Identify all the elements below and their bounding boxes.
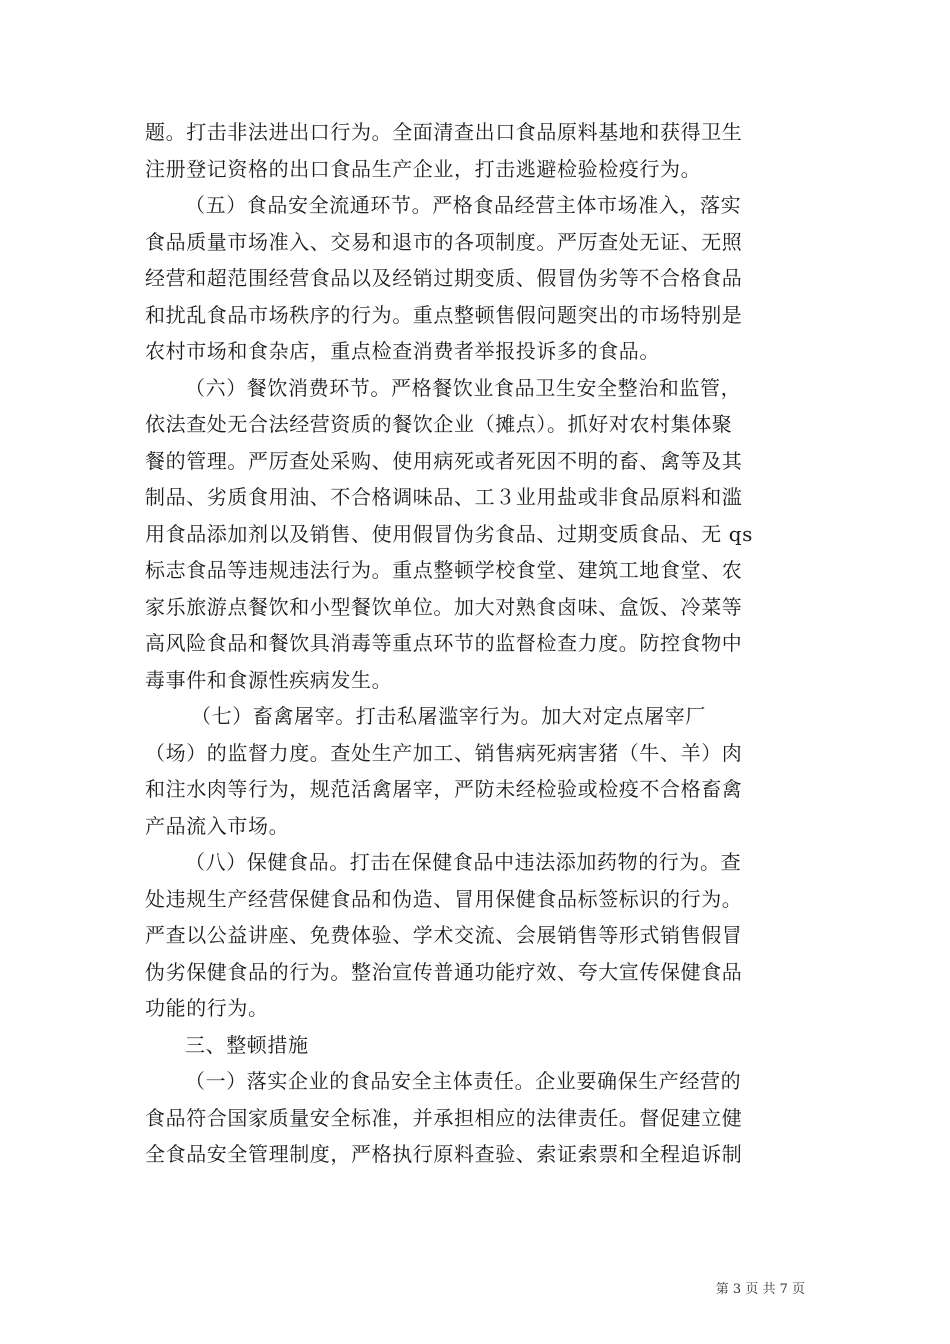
text-line: 食品质量市场准入、交易和退市的各项制度。严厉查处无证、无照 (145, 229, 743, 254)
text-line: 家乐旅游点餐饮和小型餐饮单位。加大对熟食卤味、盒饭、冷菜等 (145, 594, 743, 619)
text-line: 毒事件和食源性疾病发生。 (145, 667, 393, 692)
text-line: 依法查处无合法经营资质的餐饮企业（摊点）。抓好对农村集体聚 (145, 412, 733, 436)
text-line: 和扰乱食品市场秩序的行为。重点整顿售假问题突出的市场特别是 (145, 302, 743, 327)
text-line: 功能的行为。 (145, 996, 269, 1020)
paragraph-start-line: （一）落实企业的食品安全主体责任。企业要确保生产经营的 (185, 1069, 742, 1093)
section-heading: 三、整顿措施 (185, 1032, 309, 1057)
paragraph-start-line: （八）保健食品。打击在保健食品中违法添加药物的行为。查 (185, 850, 742, 874)
text-line: 制品、劣质食用油、不合格调味品、工３业用盐或非食品原料和滥 (145, 485, 743, 509)
paragraph-start-line: （七）畜禽屠宰。打击私屠滥宰行为。加大对定点屠宰厂 (191, 704, 706, 728)
text-line: 食品符合国家质量安全标准，并承担相应的法律责任。督促建立健 (145, 1105, 743, 1130)
text-line: 严查以公益讲座、免费体验、学术交流、会展销售等形式销售假冒 (145, 923, 743, 947)
text-line: 伪劣保健食品的行为。整治宣传普通功能疗效、夸大宣传保健食品 (145, 959, 743, 984)
text-line: （场）的监督力度。查处生产加工、销售病死病害猪（牛、羊）肉 (145, 740, 743, 765)
document-body (145, 114, 809, 1173)
text-line: 和注水肉等行为，规范活禽屠宰，严防未经检验或检疫不合格畜禽 (145, 777, 743, 801)
text-line: 农村市场和食杂店，重点检查消费者举报投诉多的食品。 (145, 339, 660, 363)
text-line: 高风险食品和餐饮具消毒等重点环节的监督检查力度。防控食物中 (145, 631, 743, 655)
text-line: 注册登记资格的出口食品生产企业，打击逃避检验检疫行为。 (145, 156, 702, 181)
text-line: 标志食品等违规违法行为。重点整顿学校食堂、建筑工地食堂、农 (145, 558, 743, 582)
paragraph-start-line: （五）食品安全流通环节。严格食品经营主体市场准入，落实 (185, 193, 742, 217)
text-line: 经营和超范围经营食品以及经销过期变质、假冒伪劣等不合格食品 (145, 266, 743, 290)
paragraph-start-line: （六）餐饮消费环节。严格餐饮业食品卫生安全整治和监管， (185, 375, 742, 400)
text-line: 处违规生产经营保健食品和伪造、冒用保健食品标签标识的行为。 (145, 886, 743, 911)
page-number-footer: 第 3 页 共 7 页 (715, 1282, 805, 1297)
text-line: 全食品安全管理制度，严格执行原料查验、索证索票和全程追诉制 (145, 1142, 743, 1166)
text-line: 题。打击非法进出口行为。全面清查出口食品原料基地和获得卫生 (145, 120, 743, 144)
text-line: 餐的管理。严厉查处采购、使用病死或者死因不明的畜、禽等及其 (145, 448, 743, 473)
text-line: 用食品添加剂以及销售、使用假冒伪劣食品、过期变质食品、无 qs (145, 521, 754, 546)
text-line: 产品流入市场。 (145, 813, 290, 838)
